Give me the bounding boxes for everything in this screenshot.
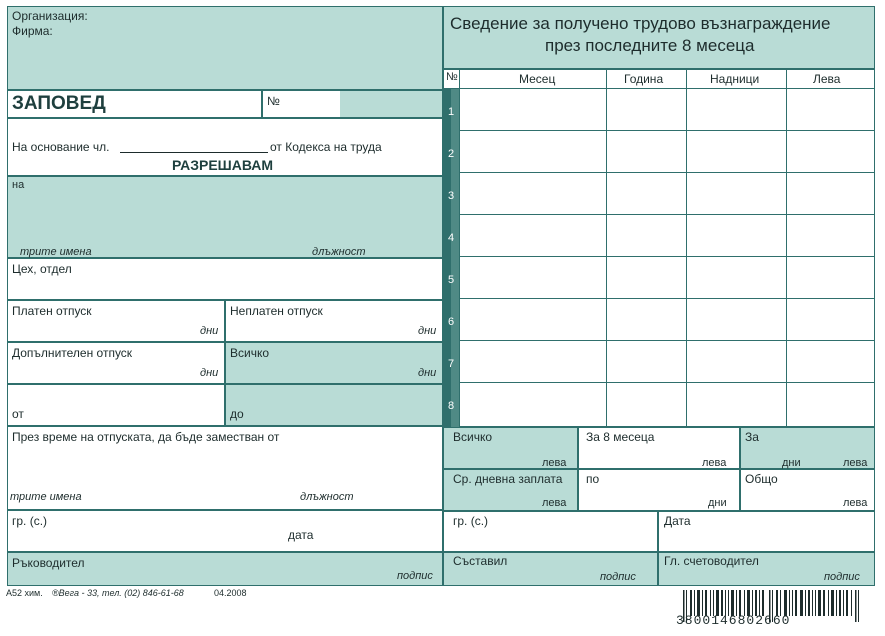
col-divider-4 [786,69,787,427]
eight-months-leva: лева [702,457,727,469]
salary-title-line1: Сведение за получено трудово възнаграждение [450,14,831,33]
row-number: 4 [447,232,455,244]
row-number: 3 [447,190,455,202]
row-line [459,130,875,131]
to-label: на [12,179,25,191]
salary-title-line2: през последните 8 месеца [545,36,755,55]
row-line [459,340,875,341]
per-label: по [586,472,600,486]
row-number: 8 [447,400,455,412]
from-box[interactable] [7,384,225,426]
imprint-code: А52 хим. [6,588,43,598]
avg-daily-leva: лева [542,497,567,509]
compiled-by-label: Съставил [453,554,508,568]
substitute-names-caption: трите имена [10,491,82,503]
avg-daily-label: Ср. дневна заплата [453,472,563,486]
for-leva: лева [843,457,868,469]
total-leva: лева [542,457,567,469]
total-leave-label: Всичко [230,346,270,360]
manager-signature-caption: подпис [397,570,433,582]
for-label: За [745,430,759,444]
col-month-header: Месец [519,72,556,86]
barcode-number: 3800146802660 [676,613,791,628]
order-title: ЗАПОВЕД [12,93,106,114]
position-caption: длъжност [312,246,366,258]
row-number-stripe [451,88,459,427]
col-wages-header: Надници [710,72,760,86]
department-box[interactable] [7,258,443,300]
compiled-by-signature: подпис [600,571,636,583]
table-header-line [443,88,875,89]
right-date-label: Дата [664,514,691,528]
per-days: дни [708,497,727,509]
total-leave-days: дни [418,367,437,379]
col-divider-3 [686,69,687,427]
extra-leave-days: дни [200,367,219,379]
row-number: 5 [447,274,455,286]
labor-code-label: от Кодекса на труда [270,140,382,154]
firm-label: Фирма: [12,24,53,38]
col-number-header: № [446,71,458,83]
names-caption: трите имена [20,246,92,258]
row-number: 1 [447,106,455,118]
substitute-label: През време на отпуската, да бъде заместван от [12,430,280,444]
department-label: Цех, отдел [12,262,72,276]
order-number-shade [340,91,442,117]
manager-label: Ръководител [12,556,85,570]
basis-label: На основание чл. [12,140,110,154]
chief-accountant-label: Гл. счетоводител [664,554,759,568]
row-number: 7 [447,358,455,370]
unpaid-leave-days: дни [418,325,437,337]
row-number: 2 [447,148,455,160]
paid-leave-days: дни [200,325,219,337]
from-label: от [12,407,24,421]
for-days: дни [782,457,801,469]
unpaid-leave-label: Неплатен отпуск [230,304,323,318]
extra-leave-label: Допълнителен отпуск [12,346,133,360]
until-box[interactable] [225,384,443,426]
row-line [459,256,875,257]
row-line [459,382,875,383]
substitute-position-caption: длъжност [300,491,354,503]
chief-accountant-signature: подпис [824,571,860,583]
date-label: дата [288,528,314,542]
general-leva: лева [843,497,868,509]
paid-leave-label: Платен отпуск [12,304,92,318]
city-label: гр. (с.) [12,514,48,528]
row-line [459,172,875,173]
organization-label: Организация: [12,9,88,23]
col-leva-header: Лева [813,72,841,86]
order-number-label: № [267,94,280,108]
imprint-date: 04.2008 [214,588,247,598]
allow-label: РАЗРЕШАВАМ [172,157,274,173]
right-city-label: гр. (с.) [453,514,489,528]
imprint-publisher: ®Вега - 33, тел. (02) 846-61-68 [52,588,184,598]
col-divider-2 [606,69,607,427]
row-number: 6 [447,316,455,328]
col-year-header: Година [624,72,664,86]
col-divider-1 [459,69,460,427]
basis-article-line[interactable] [120,152,268,153]
row-line [459,298,875,299]
salary-table [443,69,875,427]
city-date-box[interactable] [7,510,443,552]
eight-months-label: За 8 месеца [586,430,655,444]
row-line [459,214,875,215]
until-label: до [230,407,244,421]
total-label: Всичко [453,430,493,444]
general-label: Общо [745,472,778,486]
